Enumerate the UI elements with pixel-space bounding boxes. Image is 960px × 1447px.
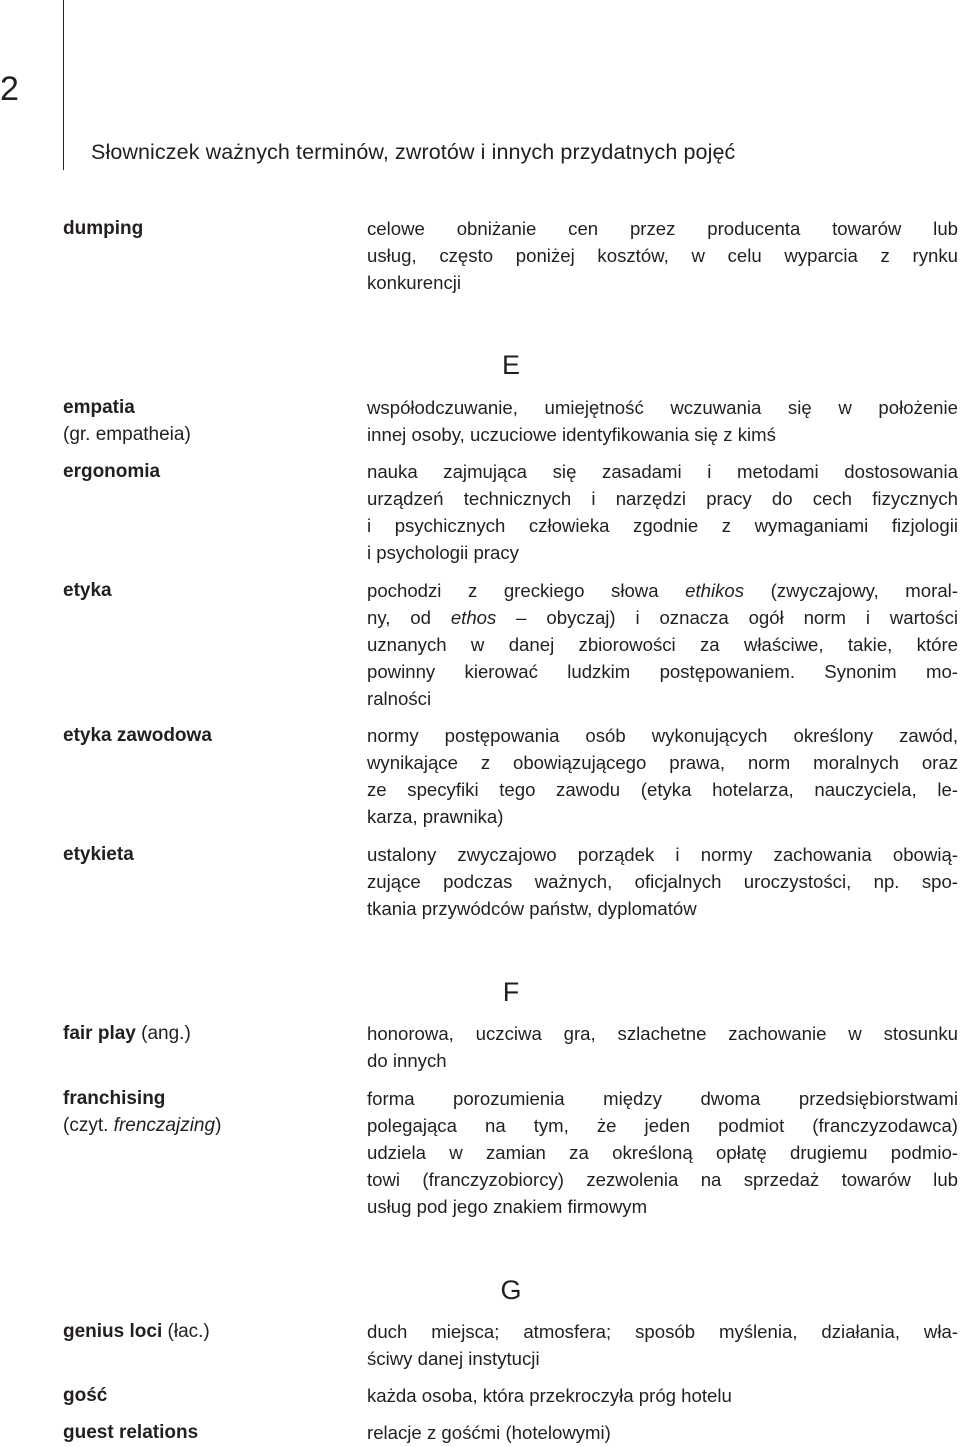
definition-line: współodczuwanie, umiejętność wczuwania się w położenie xyxy=(367,397,958,418)
definition-line: usług, często poniżej kosztów, w celu wyparcia z rynku xyxy=(367,245,958,266)
definition-line: ustalony zwyczajowo porządek i normy zachowania obowią- xyxy=(367,844,958,865)
definition-line: relacje z gośćmi (hotelowymi) xyxy=(367,1422,611,1443)
definition-line: i psychicznych człowieka zgodnie z wymaganiami fizjologii xyxy=(367,515,958,536)
definition-line: tkania przywódców państw, dyplomatów xyxy=(367,898,697,919)
term: etyka xyxy=(63,580,112,601)
term: etyka zawodowa xyxy=(63,725,212,746)
definition xyxy=(367,841,958,922)
definition-line: honorowa, uczciwa gra, szlachetne zachowanie w stosunku xyxy=(367,1023,958,1044)
definition-line: do innych xyxy=(367,1050,447,1071)
page-number: 2 xyxy=(0,70,19,108)
term-label: fair play xyxy=(63,1023,136,1044)
definition-line: forma porozumienia między dwoma przedsiębiorstwami xyxy=(367,1088,958,1109)
definition xyxy=(367,577,958,712)
term xyxy=(63,1318,353,1345)
definition-line: pochodzi z greckiego słowa ethikos (zwyczajowy, moral- xyxy=(367,580,958,601)
term: guest relations xyxy=(63,1422,199,1443)
definition-line: udziela w zamian za określoną opłatę drugiemu podmio- xyxy=(367,1142,958,1163)
definition-line: ściwy danej instytucji xyxy=(367,1348,540,1369)
definition xyxy=(367,722,958,830)
term: gość xyxy=(63,1385,108,1406)
term-pronunciation: (czyt. frenczajzing) xyxy=(63,1115,222,1136)
definition-line: zujące podczas ważnych, oficjalnych uroczystości, np. spo- xyxy=(367,871,958,892)
definition-line: każda osoba, która przekroczyła próg hotelu xyxy=(367,1385,732,1406)
definition-line: i psychologii pracy xyxy=(367,542,519,563)
definition xyxy=(367,394,958,448)
term xyxy=(63,1085,353,1139)
definition xyxy=(367,458,958,566)
term-language: (ang.) xyxy=(135,1023,191,1044)
definition-line: urządzeń technicznych i narzędzi pracy do cech fizycznych xyxy=(367,488,958,509)
definition-line: karza, prawnika) xyxy=(367,806,504,827)
section-letter: F xyxy=(502,977,520,1007)
definition-line: polegająca na tym, że jeden podmiot (franczyzodawca) xyxy=(367,1115,958,1136)
definition-line: usług pod jego znakiem firmowym xyxy=(367,1196,648,1217)
definition xyxy=(367,1382,958,1409)
definition-line: ralności xyxy=(367,688,432,709)
definition xyxy=(367,1419,958,1446)
definition-line: normy postępowania osób wykonujących określony zawód, xyxy=(367,725,958,746)
term-language: (łac.) xyxy=(162,1321,210,1342)
term: etykieta xyxy=(63,844,134,865)
definition-line: innej osoby, uczuciowe identyfikowania się z kimś xyxy=(367,424,776,445)
definition-line: ze specyfiki tego zawodu (etyka hotelarza, nauczyciela, le- xyxy=(367,779,958,800)
definition xyxy=(367,1318,958,1372)
definition-line: wynikające z obowiązującego prawa, norm moralnych oraz xyxy=(367,752,958,773)
definition-line: powinny kierować ludzkim postępowaniem. Synonim mo- xyxy=(367,661,958,682)
page-title: Słowniczek ważnych terminów, zwrotów i innych przydatnych pojęć xyxy=(91,140,736,164)
vertical-rule xyxy=(63,0,64,170)
term-origin: (gr. empatheia) xyxy=(63,424,191,445)
definition xyxy=(367,215,958,296)
term-label: genius loci xyxy=(63,1321,163,1342)
definition-line: nauka zajmująca się zasadami i metodami dostosowania xyxy=(367,461,958,482)
term: dumping xyxy=(63,218,144,239)
definition xyxy=(367,1085,958,1220)
term: ergonomia xyxy=(63,461,161,482)
section-letter: E xyxy=(501,350,520,380)
term xyxy=(63,394,353,448)
section-letter: G xyxy=(500,1275,522,1305)
definition-line: towi (franczyzobiorcy) zezwolenia na sprzedaż towarów lub xyxy=(367,1169,958,1190)
term xyxy=(63,1020,353,1047)
definition-line: ny, od ethos – obyczaj) i oznacza ogół norm i wartości xyxy=(367,607,958,628)
term-label: empatia xyxy=(63,397,135,418)
definition xyxy=(367,1020,958,1074)
definition-line: duch miejsca; atmosfera; sposób myślenia, działania, wła- xyxy=(367,1321,958,1342)
definition-line: konkurencji xyxy=(367,272,462,293)
term-label: franchising xyxy=(63,1088,166,1109)
definition-line: uznanych w danej zbiorowości za właściwe, takie, które xyxy=(367,634,958,655)
definition-line: celowe obniżanie cen przez producenta towarów lub xyxy=(367,218,958,239)
